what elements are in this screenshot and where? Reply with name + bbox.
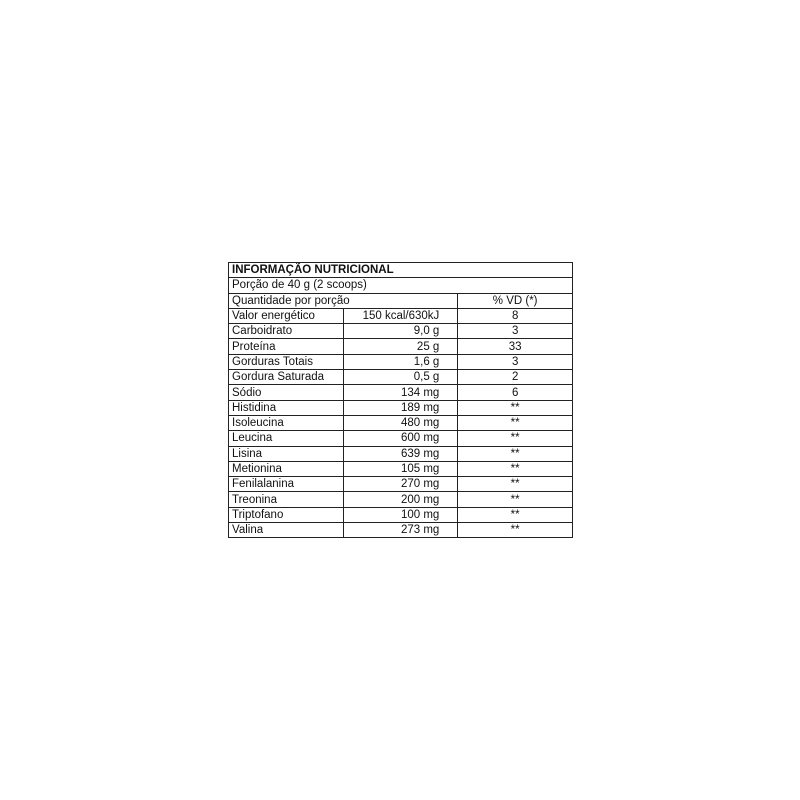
nutrient-daily-value: 33	[458, 339, 573, 354]
nutrient-amount: 189 mg	[343, 400, 458, 415]
column-header-row	[229, 293, 573, 308]
nutrient-daily-value: **	[458, 400, 573, 415]
table-row	[229, 415, 573, 430]
nutrient-daily-value: **	[458, 477, 573, 492]
table-row	[229, 507, 573, 522]
table-title-row	[229, 263, 573, 278]
table-row	[229, 308, 573, 323]
nutrient-amount: 1,6 g	[343, 354, 458, 369]
table-row	[229, 523, 573, 538]
nutrient-amount: 25 g	[343, 339, 458, 354]
nutrient-daily-value: 2	[458, 370, 573, 385]
nutrient-daily-value: **	[458, 461, 573, 476]
table-title: INFORMAÇÃO NUTRICIONAL	[229, 263, 573, 278]
table-row	[229, 431, 573, 446]
table-row	[229, 324, 573, 339]
nutrient-name: Metionina	[229, 461, 344, 476]
table-row	[229, 400, 573, 415]
nutrition-table	[228, 262, 573, 538]
nutrient-daily-value: 6	[458, 385, 573, 400]
nutrient-daily-value: 8	[458, 308, 573, 323]
nutrient-amount: 600 mg	[343, 431, 458, 446]
nutrient-daily-value: **	[458, 446, 573, 461]
nutrient-amount: 270 mg	[343, 477, 458, 492]
portion-row	[229, 278, 573, 293]
nutrient-name: Sódio	[229, 385, 344, 400]
nutrient-daily-value: 3	[458, 324, 573, 339]
nutrient-daily-value: **	[458, 507, 573, 522]
nutrient-name: Treonina	[229, 492, 344, 507]
nutrient-amount: 273 mg	[343, 523, 458, 538]
nutrient-amount: 0,5 g	[343, 370, 458, 385]
daily-value-header: % VD (*)	[458, 293, 573, 308]
nutrient-name: Leucina	[229, 431, 344, 446]
nutrient-daily-value: **	[458, 523, 573, 538]
table-row	[229, 370, 573, 385]
table-row	[229, 461, 573, 476]
table-row	[229, 354, 573, 369]
nutrient-name: Valor energético	[229, 308, 344, 323]
table-row	[229, 339, 573, 354]
nutrient-daily-value: **	[458, 415, 573, 430]
nutrition-facts-panel	[228, 262, 573, 538]
nutrient-name: Lisina	[229, 446, 344, 461]
nutrient-daily-value: **	[458, 431, 573, 446]
nutrient-amount: 150 kcal/630kJ	[343, 308, 458, 323]
table-row	[229, 385, 573, 400]
nutrient-amount: 480 mg	[343, 415, 458, 430]
nutrient-name: Gordura Saturada	[229, 370, 344, 385]
nutrient-amount: 200 mg	[343, 492, 458, 507]
nutrient-daily-value: **	[458, 492, 573, 507]
nutrient-name: Carboidrato	[229, 324, 344, 339]
table-row	[229, 446, 573, 461]
nutrient-name: Valina	[229, 523, 344, 538]
nutrient-amount: 9,0 g	[343, 324, 458, 339]
table-row	[229, 477, 573, 492]
nutrient-amount: 134 mg	[343, 385, 458, 400]
nutrient-amount: 105 mg	[343, 461, 458, 476]
nutrient-daily-value: 3	[458, 354, 573, 369]
nutrient-name: Fenilalanina	[229, 477, 344, 492]
nutrient-name: Histidina	[229, 400, 344, 415]
portion-text: Porção de 40 g (2 scoops)	[229, 278, 573, 293]
nutrient-name: Triptofano	[229, 507, 344, 522]
table-row	[229, 492, 573, 507]
nutrient-name: Isoleucina	[229, 415, 344, 430]
nutrient-amount: 639 mg	[343, 446, 458, 461]
nutrient-name: Gorduras Totais	[229, 354, 344, 369]
nutrient-amount: 100 mg	[343, 507, 458, 522]
quantity-header: Quantidade por porção	[229, 293, 458, 308]
nutrient-name: Proteína	[229, 339, 344, 354]
